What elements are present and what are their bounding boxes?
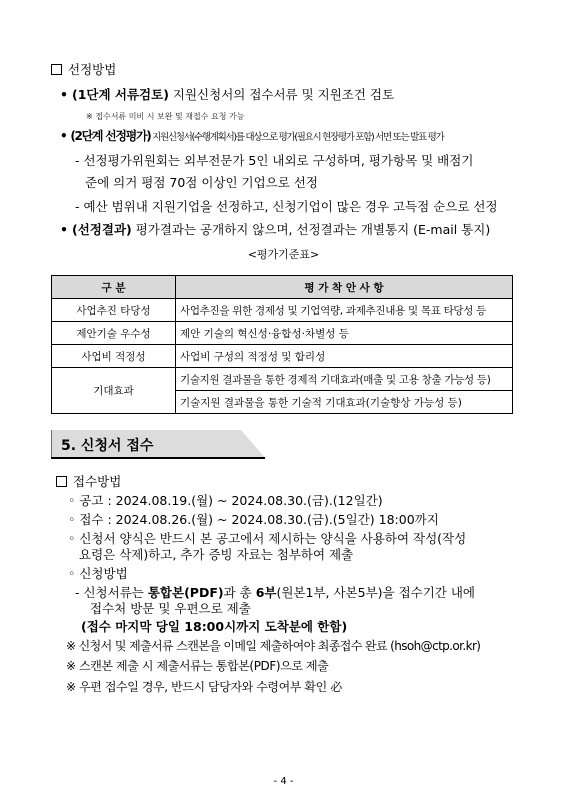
bullet-dot-icon: •: [60, 87, 68, 102]
email-note: ※ 신청서 및 제출서류 스캔본을 이메일 제출하여야 최종접수 완료 (hsoh@ctp.or.kr): [66, 639, 481, 653]
committee-line2: 준에 의거 평점 70점 이상인 기업으로 선정: [85, 175, 318, 190]
committee-line1: - 선정평가위원회는 외부전문가 5인 내외로 구성하며, 평가항목 및 배점기: [75, 153, 474, 168]
selection-result: • (선정결과) 평가결과는 공개하지 않으며, 선정결과는 개별통지 (E-mail 통지): [60, 222, 491, 237]
checkbox-square-icon: [56, 476, 67, 487]
deadline-note: (접수 마지막 당일 18:00시까지 도착분에 한함): [81, 619, 348, 634]
section-title: 5. 신청서 접수: [61, 438, 154, 454]
budget-line: - 예산 범위내 지원기업을 선정하고, 신청기업이 많은 경우 고득점 순으로 선정: [75, 199, 498, 214]
table-cell: 기술지원 결과물을 통한 경제적 기대효과(매출 및 고용 창출 가능성 등): [176, 368, 513, 391]
scan-note: ※ 스캔본 제출 시 제출서류는 통합본(PDF)으로 제출: [66, 659, 329, 673]
table-header-row: [52, 276, 513, 299]
checkbox-square-icon: [51, 64, 62, 75]
table-cell: 제안기술 우수성: [52, 322, 176, 345]
form-line2: 요령은 삭제)하고, 추가 증빙 자료는 첨부하여 제출: [79, 547, 354, 562]
selection-step1: • (1단계 서류검토) 지원신청서의 접수서류 및 지원조건 검토: [60, 87, 395, 102]
docs-line2: 접수처 방문 및 우편으로 제출: [90, 601, 251, 616]
criteria-table: [51, 275, 513, 414]
criteria-caption: <평가기준표>: [247, 248, 320, 261]
notice-period: ◦ 공고 : 2024.08.19.(월) ~ 2024.08.30.(금).(12일간): [68, 493, 383, 508]
page-number: - 4 -: [273, 776, 294, 787]
table-row: [52, 368, 513, 391]
table-cell: 제안 기술의 혁신성·융합성·차별성 등: [176, 322, 513, 345]
apply-method: ◦ 신청방법: [68, 566, 128, 581]
table-row: [52, 345, 513, 368]
table-header: 구 분: [52, 276, 176, 299]
selection-step2: • (2단계 선정평가) 지원신청서(수행계획서)를 대상으로 평가(필요시 현장평가 포함) 서면 또는 발표 평가: [60, 129, 444, 143]
table-cell: 기대효과: [52, 368, 176, 414]
step1-note: ※ 접수서류 미비 시 보완 및 재접수 요청 가능: [86, 112, 245, 121]
table-cell: 사업비 적정성: [52, 345, 176, 368]
table-cell: 기술지원 결과물을 통한 기술적 기대효과(기술향상 가능성 등): [176, 391, 513, 414]
mail-note: ※ 우편 접수일 경우, 반드시 담당자와 수령여부 확인 必: [66, 680, 342, 694]
bullet-dot-icon: •: [60, 129, 67, 143]
receipt-method-heading: 접수방법: [56, 474, 121, 490]
table-cell: 사업추진을 위한 경제성 및 기업역량, 과제추진내용 및 목표 타당성 등: [176, 299, 513, 322]
bullet-dot-icon: •: [60, 222, 68, 237]
docs-line1: - 신청서류는 통합본(PDF)과 총 6부(원본1부, 사본5부)을 접수기간 내에: [75, 585, 475, 600]
section-heading-selection: 선정방법: [51, 62, 116, 78]
table-row: [52, 299, 513, 322]
section-banner: [51, 430, 266, 458]
table-cell: 사업비 구성의 적정성 및 합리성: [176, 345, 513, 368]
receipt-period: ◦ 접수 : 2024.08.26.(월) ~ 2024.08.30.(금).(5일간) 18:00까지: [68, 512, 439, 527]
table-header: 평 가 착 안 사 항: [176, 276, 513, 299]
form-line1: ◦ 신청서 양식은 반드시 본 공고에서 제시하는 양식을 사용하여 작성(작성: [68, 531, 467, 546]
table-row: [52, 322, 513, 345]
table-cell: 사업추진 타당성: [52, 299, 176, 322]
